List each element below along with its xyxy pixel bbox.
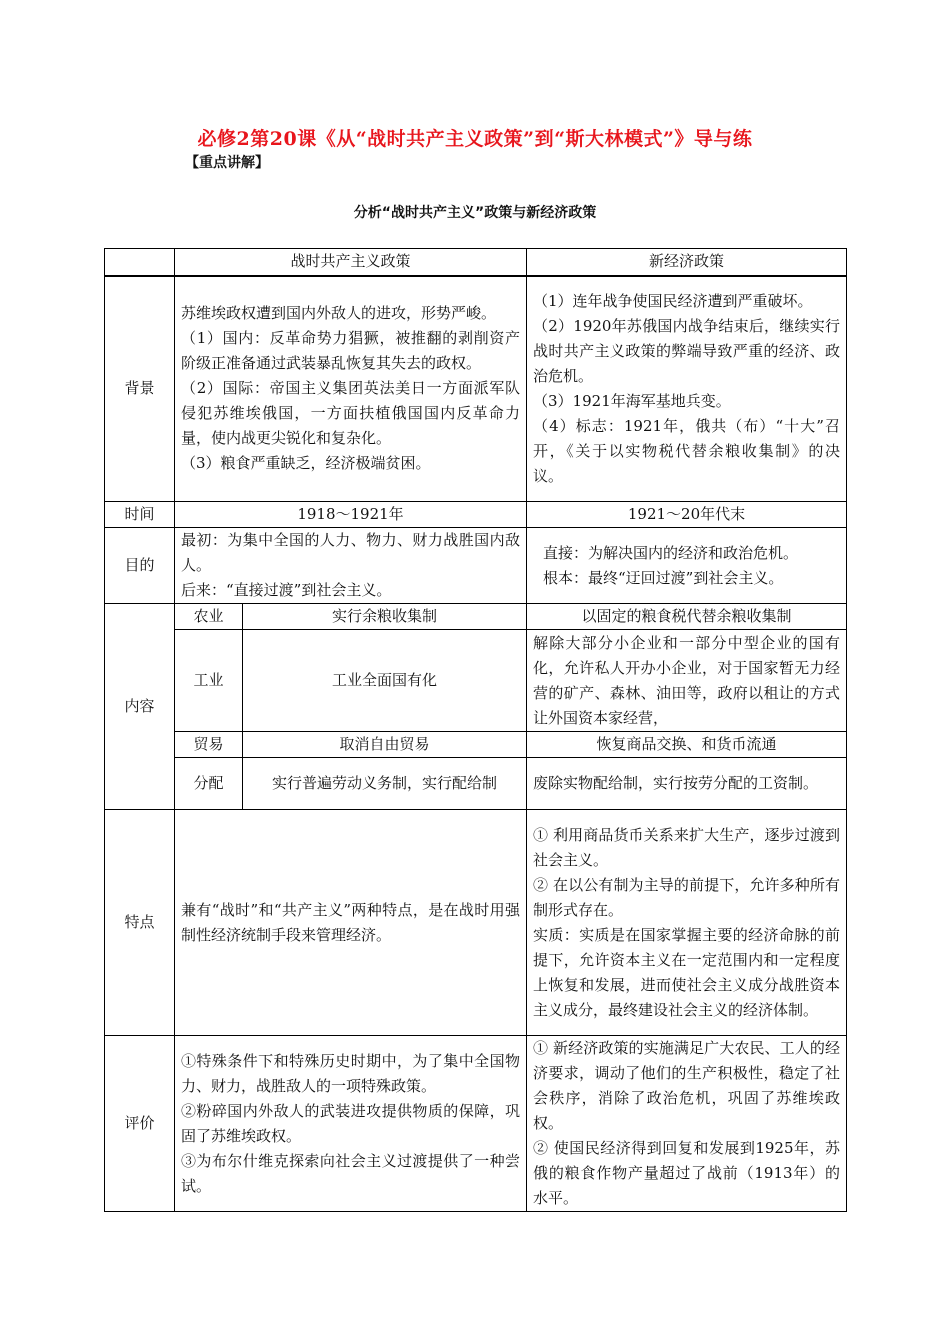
- purpose-war-cell: [175, 528, 527, 604]
- header-war-communism: 战时共产主义政策: [175, 249, 527, 276]
- row-label-purpose: 目的: [105, 528, 175, 604]
- purpose-nep-line: 直接：为解决国内的经济和政治危机。: [543, 543, 799, 562]
- content-war-cell: 取消自由贸易: [243, 732, 527, 758]
- header-empty-cell: [105, 249, 175, 276]
- table-title: 分析“战时共产主义”政策与新经济政策: [353, 205, 597, 221]
- features-nep-line: ② 在以公有制为主导的前提下，允许多种所有制形式存在。: [533, 875, 841, 919]
- evaluation-row: [105, 1036, 847, 1212]
- row-label-content: 内容: [105, 604, 175, 810]
- features-nep-cell: [527, 810, 847, 1036]
- purpose-war-line: 后来：“直接过渡”到社会主义。: [181, 581, 392, 599]
- evaluation-war-cell: [175, 1036, 527, 1212]
- time-nep-cell: 1921～20年代末: [527, 502, 847, 528]
- evaluation-war-line: ③为布尔什维克探索向社会主义过渡提供了一种尝试。: [181, 1151, 521, 1195]
- background-nep-line: （4）标志：1921年，俄共（布）“十大”召开，《关于以实物税代替余粮收集制》的决议。: [533, 416, 841, 485]
- content-sector-label: 分配: [175, 758, 243, 810]
- time-row: [105, 502, 847, 528]
- background-row: [105, 276, 847, 502]
- header-row: [105, 249, 847, 276]
- background-nep-cell: [527, 276, 847, 502]
- features-row: [105, 810, 847, 1036]
- row-label-time: 时间: [105, 502, 175, 528]
- comparison-table: [104, 248, 847, 1212]
- background-war-line: （1）国内：反革命势力猖獗，被推翻的剥削资产阶级正准备通过武装暴乱恢复其失去的政权。: [181, 329, 521, 373]
- background-nep-line: （1）连年战争使国民经济遭到严重破坏。: [533, 291, 813, 310]
- row-label-evaluation: 评价: [105, 1036, 175, 1212]
- background-nep-line: （2）1920年苏俄国内战争结束后，继续实行战时共产主义政策的弊端导致严重的经济、政治危机。: [533, 316, 841, 385]
- content-row-agriculture: [105, 604, 847, 630]
- evaluation-nep-cell: [527, 1036, 847, 1212]
- evaluation-nep-line: ② 使国民经济得到回复和发展到1925年，苏俄的粮食作物产量超过了战前（1913年）的水平。: [533, 1139, 841, 1207]
- row-label-background: 背景: [105, 276, 175, 502]
- evaluation-war-line: ②粉碎国内外敌人的武装进攻提供物质的保障，巩固了苏维埃政权。: [181, 1101, 521, 1145]
- purpose-nep-line: 根本：最终“迂回过渡”到社会主义。: [543, 568, 784, 587]
- background-war-cell: [175, 276, 527, 502]
- content-war-cell: 实行普遍劳动义务制，实行配给制: [243, 758, 527, 810]
- content-row-distribution: [105, 758, 847, 810]
- purpose-row: [105, 528, 847, 604]
- evaluation-war-line: ①特殊条件下和特殊历史时期中，为了集中全国物力、财力，战胜敌人的一项特殊政策。: [181, 1051, 521, 1095]
- row-label-features: 特点: [105, 810, 175, 1036]
- purpose-nep-cell: [527, 528, 847, 604]
- content-nep-cell: 恢复商品交换、和货币流通: [527, 732, 847, 758]
- content-nep-cell: 以固定的粮食税代替余粮收集制: [527, 604, 847, 630]
- content-row-industry: [105, 630, 847, 732]
- features-war-cell: 兼有“战时”和“共产主义”两种特点，是在战时用强制性经济统制手段来管理经济。: [175, 810, 527, 1036]
- content-war-cell: 工业全面国有化: [243, 630, 527, 732]
- background-war-line: （3）粮食严重缺乏，经济极端贫困。: [181, 454, 431, 473]
- features-nep-line: ① 利用商品货币关系来扩大生产，逐步过渡到社会主义。: [533, 825, 841, 869]
- page-title: 必修2第20课《从“战时共产主义政策”到“斯大林模式”》导与练: [197, 128, 753, 150]
- content-sector-label: 农业: [175, 604, 243, 630]
- time-war-cell: 1918～1921年: [175, 502, 527, 528]
- background-war-line: 苏维埃政权遭到国内外敌人的进攻，形势严峻。: [181, 304, 497, 323]
- content-sector-label: 工业: [175, 630, 243, 732]
- background-nep-line: （3）1921年海军基地兵变。: [533, 391, 731, 410]
- features-nep-line: 实质：实质是在国家掌握主要的经济命脉的前提下，允许资本主义在一定范围内和一定程度上恢复和发展，进而使社会主义成分战胜资本主义成分，最终建设社会主义的经济体制。: [533, 925, 841, 1019]
- background-war-line: （2）国际：帝国主义集团英法美日一方面派军队侵犯苏维埃俄国，一方面扶植俄国国内反革命力量，使内战更尖锐化和复杂化。: [181, 379, 521, 448]
- purpose-war-line: 最初：为集中全国的人力、物力、财力战胜国内敌人。: [181, 531, 521, 574]
- header-nep: 新经济政策: [527, 249, 847, 276]
- content-nep-cell: 废除实物配给制，实行按劳分配的工资制。: [527, 758, 847, 810]
- content-nep-cell: 解除大部分小企业和一部分中型企业的国有化，允许私人开办小企业，对于国家暂无力经营的矿产、森林、油田等，政府以租让的方式让外国资本家经营，: [527, 630, 847, 732]
- section-label: 【重点讲解】: [185, 155, 269, 171]
- content-sector-label: 贸易: [175, 732, 243, 758]
- evaluation-nep-line: ① 新经济政策的实施满足广大农民、工人的经济要求，调动了他们的生产积极性，稳定了社会秩序，消除了政治危机，巩固了苏维埃政权。: [533, 1039, 841, 1132]
- content-war-cell: 实行余粮收集制: [243, 604, 527, 630]
- content-row-trade: [105, 732, 847, 758]
